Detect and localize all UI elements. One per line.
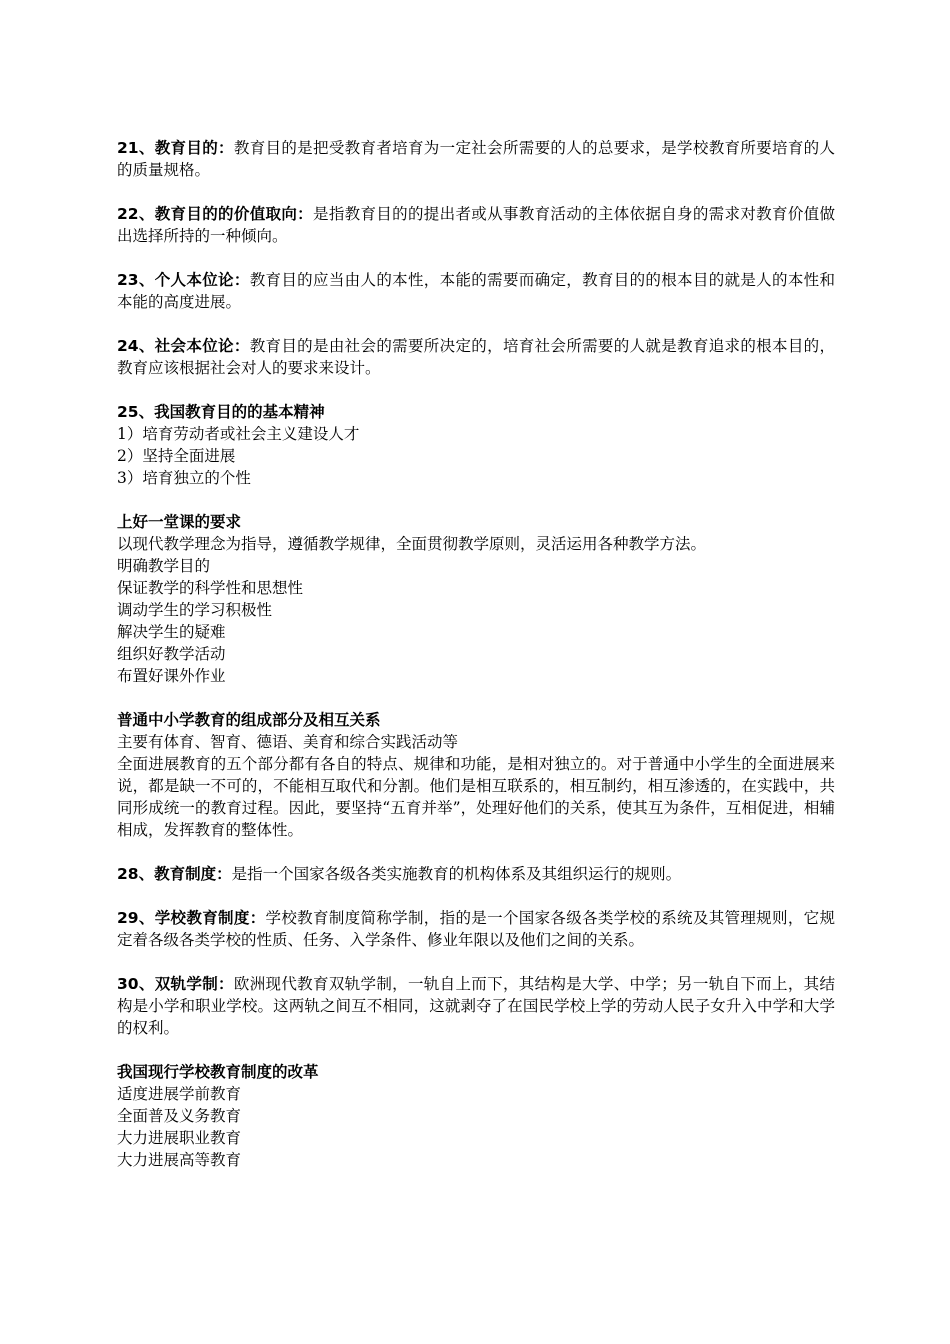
definition-term: 28、教育制度： bbox=[117, 865, 232, 883]
document-page bbox=[117, 137, 835, 1193]
definition-term: 30、双轨学制： bbox=[117, 975, 234, 993]
list-item: 组织好教学活动 bbox=[117, 645, 226, 663]
definition-text: 欧洲现代教育双轨学制，一轨自上而下，其结构是大学、中学；另一轨自下而上，其结构是小学和职业学校。这两轨之间互不相同，这就剥夺了在国民学校上学的劳动人民子女升入中学和大学的权利。 bbox=[117, 975, 835, 1037]
section-lesson bbox=[117, 511, 835, 687]
list-item: 保证教学的科学性和思想性 bbox=[117, 579, 304, 597]
definition-23 bbox=[117, 269, 835, 313]
list-item: 以现代教学理念为指导，遵循教学规律，全面贯彻教学原则，灵活运用各种教学方法。 bbox=[117, 535, 707, 553]
definition-text: 教育目的是由社会的需要所决定的，培育社会所需要的人就是教育追求的根本目的，教育应该根据社会对人的要求来设计。 bbox=[117, 337, 835, 377]
section-heading: 上好一堂课的要求 bbox=[117, 513, 242, 531]
definition-29 bbox=[117, 907, 835, 951]
components-paragraph: 全面进展教育的五个部分都有各自的特点、规律和功能，是相对独立的。对于普通中小学生的全面进展来说，都是缺一不可的，不能相互取代和分割。他们是相互联系的，相互制约，相互渗透的，在实践中，共同形成统一的教育过程。因此，要坚持“五育并举”，处理好他们的关系，使其互为条件，互相促进，相辅相成，发挥教育的整体性。 bbox=[117, 755, 835, 839]
section-heading: 我国现行学校教育制度的改革 bbox=[117, 1063, 319, 1081]
definition-text: 教育目的应当由人的本性，本能的需要而确定，教育目的的根本目的就是人的本性和本能的高度进展。 bbox=[117, 271, 835, 311]
definition-22 bbox=[117, 203, 835, 247]
definition-term: 23、个人本位论： bbox=[117, 271, 250, 289]
list-item: 明确教学目的 bbox=[117, 557, 211, 575]
list-item: 1）培育劳动者或社会主义建设人才 bbox=[117, 425, 360, 443]
definition-term: 24、社会本位论： bbox=[117, 337, 250, 355]
section-components bbox=[117, 709, 835, 841]
section-spirit bbox=[117, 401, 835, 489]
list-item: 适度进展学前教育 bbox=[117, 1085, 242, 1103]
section-reform bbox=[117, 1061, 835, 1171]
definition-text: 是指教育目的的提出者或从事教育活动的主体依据自身的需求对教育价值做出选择所持的一种倾向。 bbox=[117, 205, 835, 245]
section-heading: 普通中小学教育的组成部分及相互关系 bbox=[117, 711, 381, 729]
definition-30 bbox=[117, 973, 835, 1039]
list-item: 3）培育独立的个性 bbox=[117, 469, 251, 487]
definition-text: 教育目的是把受教育者培育为一定社会所需要的人的总要求，是学校教育所要培育的人的质量规格。 bbox=[117, 139, 835, 179]
list-item: 调动学生的学习积极性 bbox=[117, 601, 273, 619]
section-heading: 25、我国教育目的的基本精神 bbox=[117, 403, 325, 421]
components-summary: 主要有体育、智育、德语、美育和综合实践活动等 bbox=[117, 733, 459, 751]
definition-28 bbox=[117, 863, 835, 885]
definition-term: 21、教育目的： bbox=[117, 139, 234, 157]
list-item: 布置好课外作业 bbox=[117, 667, 226, 685]
list-item: 2）坚持全面进展 bbox=[117, 447, 236, 465]
definition-term: 29、学校教育制度： bbox=[117, 909, 266, 927]
list-item: 大力进展职业教育 bbox=[117, 1129, 242, 1147]
list-item: 大力进展高等教育 bbox=[117, 1151, 242, 1169]
definition-21 bbox=[117, 137, 835, 181]
list-item: 全面普及义务教育 bbox=[117, 1107, 242, 1125]
definition-text: 是指一个国家各级各类实施教育的机构体系及其组织运行的规则。 bbox=[231, 865, 682, 883]
definition-term: 22、教育目的的价值取向： bbox=[117, 205, 313, 223]
definition-24 bbox=[117, 335, 835, 379]
list-item: 解决学生的疑难 bbox=[117, 623, 226, 641]
definition-text: 学校教育制度简称学制，指的是一个国家各级各类学校的系统及其管理规则，它规定着各级各类学校的性质、任务、入学条件、修业年限以及他们之间的关系。 bbox=[117, 909, 835, 949]
